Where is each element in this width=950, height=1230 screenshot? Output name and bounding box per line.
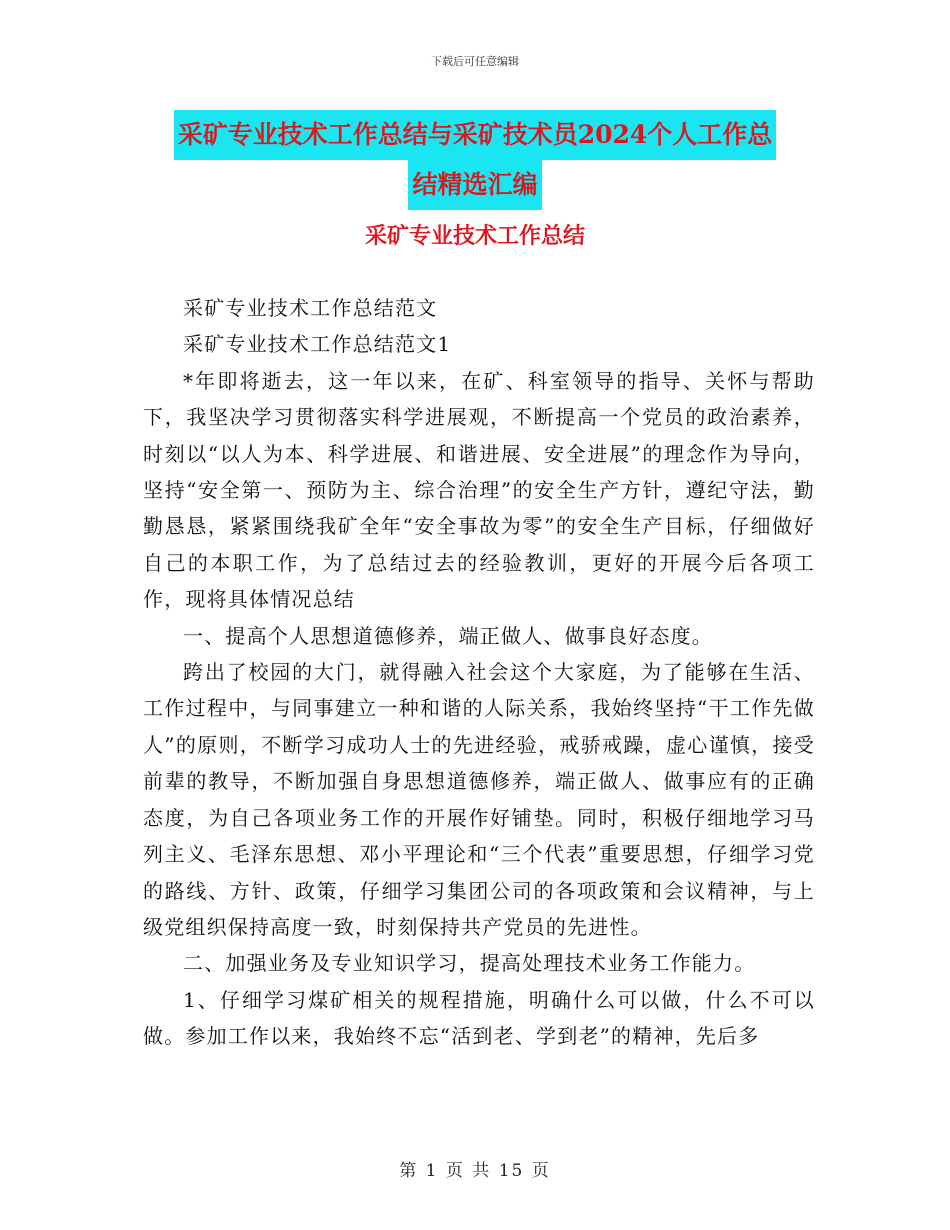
paragraph: 一、提高个人思想道德修养，端正做人、做事良好态度。 bbox=[183, 623, 713, 648]
page-footer: 第 1 页 共 15 页 bbox=[399, 1161, 551, 1181]
paragraph: 1、仔细学习煤矿相关的规程措施，明确什么可以做，什么不可以做。参加工作以来，我始终不忘“活到老、学到老”的精神，先后多 bbox=[143, 987, 815, 1049]
document-title-line-1: 采矿专业技术工作总结与采矿技术员2024个人工作总 bbox=[174, 110, 777, 160]
paragraph: 采矿专业技术工作总结范文 bbox=[183, 296, 438, 320]
document-title-line-2: 结精选汇编 bbox=[408, 160, 541, 210]
paragraph: 采矿专业技术工作总结范文1 bbox=[183, 332, 452, 357]
page-header: 下载后可任意编辑 bbox=[431, 55, 519, 68]
paragraph: 跨出了校园的大门，就得融入社会这个大家庭，为了能够在生活、工作过程中，与同事建立一种和谐的人际关系，我始终坚持“干工作先做人”的原则，不断学习成功人士的先进经验，戒骄戒躁，虚心谨慎，接受前辈的教导，不断加强自身思想道德修养，端正做人、做事应有的正确态度，为自己各项业务工作的开展作好铺垫。同时，积极仔细地学习马列主义、毛泽东思想、邓小平理论和“三个代表”重要思想，仔细学习党的路线、方针、政策，仔细学习集团公司的各项政策和会议精神，与上级党组织保持高度一致，时刻保持共产党员的先进性。 bbox=[143, 660, 815, 939]
paragraph: 二、加强业务及专业知识学习，提高处理技术业务工作能力。 bbox=[183, 951, 756, 976]
document-body bbox=[143, 290, 815, 1055]
paragraph: *年即将逝去，这一年以来，在矿、科室领导的指导、关怀与帮助下，我坚决学习贯彻落实科学进展观，不断提高一个党员的政治素养，时刻以“以人为本、科学进展、和谐进展、安全进展”的理念作为导向，坚持“安全第一、预防为主、综合治理”的安全生产方针，遵纪守法，勤勤恳恳，紧紧围绕我矿全年“安全事故为零”的安全生产目标，仔细做好自己的本职工作，为了总结过去的经验教训，更好的开展今后各项工作，现将具体情况总结 bbox=[143, 368, 815, 612]
document-title bbox=[120, 110, 830, 210]
section-title: 采矿专业技术工作总结 bbox=[364, 223, 585, 249]
